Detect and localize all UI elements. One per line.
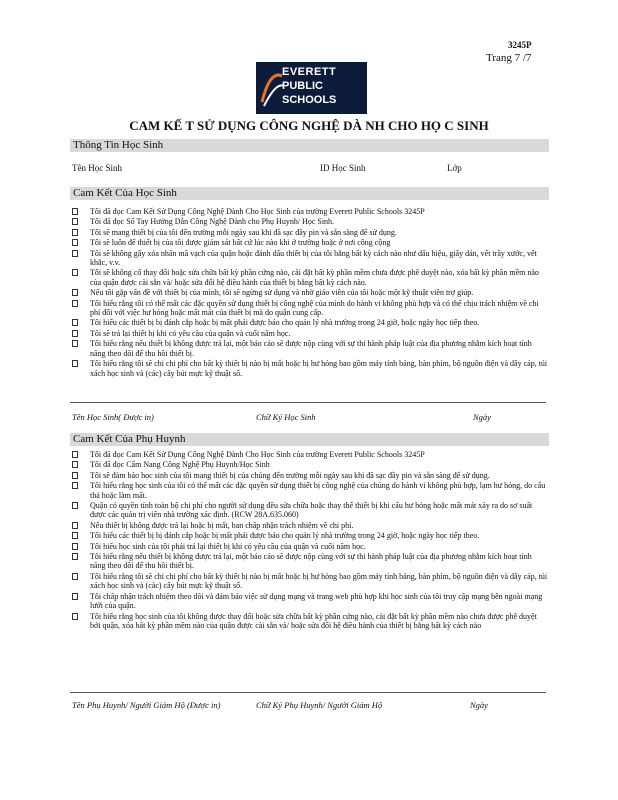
logo-line-2: PUBLIC	[282, 80, 323, 92]
commitment-text: Tôi sẽ đảm bảo học sinh của tôi mang thiết bị của chúng đến trường mỗi ngày sau khi đã sạc đầy pin và sẵn sàng để sử dụng.	[90, 470, 490, 480]
student-name-label: Tên Học Sinh	[72, 163, 122, 173]
commitment-item	[70, 228, 548, 237]
checkbox-square-icon	[72, 573, 78, 580]
commitment-item	[70, 450, 548, 459]
page-number: Trang 7 /7	[486, 52, 532, 64]
commitment-text: Nếu tôi gặp vấn đề với thiết bị của mình, tôi sẽ ngừng sử dụng và nhờ giáo viên của tôi hoặc một kỹ thuật viên trợ giúp.	[90, 288, 474, 298]
commitment-text: Tôi sẽ trả lại thiết bị khi có yêu cầu của quận và cuối năm học.	[90, 328, 291, 338]
checkbox-square-icon	[72, 300, 78, 307]
commitment-item	[70, 592, 548, 611]
commitment-text: Tôi hiểu các thiết bị bị đánh cắp hoặc bị mất phải được báo cho quản lý nhà trường trong 24 giờ, hoặc ngày học tiếp theo.	[90, 531, 480, 541]
commitment-item	[70, 521, 548, 530]
parent-name-sign-label: Tên Phụ Huynh/ Người Giám Hộ (Được in)	[72, 700, 221, 710]
student-commitment-list	[70, 207, 548, 379]
commitment-text: Tôi hiểu rằng nếu thiết bị không được trả lại, một báo cáo sẽ được nộp cùng với sự thi hành pháp luật của địa phương nhằm kích hoạt tính năng theo dõi để thu hồi thiết bị.	[90, 339, 532, 358]
commitment-item	[70, 612, 548, 631]
student-signature-line	[70, 402, 546, 403]
checkbox-square-icon	[72, 502, 78, 509]
commitment-text: Tôi hiểu rằng nếu thiết bị không được trả lại, một báo cáo sẽ được nộp cùng với sự thi hành pháp luật của địa phương nhằm kích hoạt tính năng theo dõi để thu hồi thiết bị.	[90, 552, 532, 571]
commitment-text: Tôi chấp nhận trách nhiệm theo dõi và đảm bảo việc sử dụng mạng và trang web phù hợp khi học sinh của tôi truy cập mạng bên ngoài mạng lưới của quận.	[90, 591, 543, 611]
parent-commitment-heading: Cam Kết Của Phụ Huynh	[70, 433, 549, 446]
commitment-item	[70, 339, 548, 358]
commitment-item	[70, 552, 548, 571]
checkbox-square-icon	[72, 340, 78, 347]
parent-signature-label: Chữ Ký Phụ Huynh/ Người Giám Hộ	[256, 700, 383, 710]
student-id-label: ID Học Sinh	[320, 163, 366, 173]
district-logo	[256, 62, 367, 114]
checkbox-square-icon	[72, 218, 78, 225]
student-signature-label: Chữ Ký Học Sinh	[256, 412, 316, 422]
checkbox-square-icon	[72, 330, 78, 337]
checkbox-square-icon	[72, 451, 78, 458]
commitment-text: Nếu thiết bị không được trả lại hoặc bị mất, ban chấp nhận trách nhiệm về chi phí.	[90, 520, 354, 530]
checkbox-square-icon	[72, 613, 78, 620]
commitment-text: Tôi sẽ luôn để thiết bị của tôi được giám sát bất cứ lúc nào khi ở trường hoặc ở nơi công cộng	[90, 238, 391, 248]
commitment-text: Tôi đã đọc Cẩm Nang Công Nghệ Phụ Huynh/Học Sinh	[90, 460, 270, 470]
commitment-item	[70, 359, 548, 378]
commitment-item	[70, 268, 548, 287]
commitment-item	[70, 572, 548, 591]
commitment-item	[70, 288, 548, 297]
parent-signature-line	[70, 692, 546, 693]
commitment-text: Tôi đã đọc Cam Kết Sử Dụng Công Nghệ Dành Cho Học Sinh của trường Everett Public Schools 3245P	[90, 450, 425, 459]
commitment-item	[70, 481, 548, 500]
checkbox-square-icon	[72, 289, 78, 296]
commitment-item	[70, 501, 548, 520]
commitment-text: Tôi sẽ không gây xóa nhãn mã vạch của quận hoặc đánh dấu thiết bị của tôi bằng bất kỳ cách nào như dấu hiệu, giấy dán, vết trầy xước, vết khắc, v.v.	[90, 248, 537, 268]
student-name-sign-label: Tên Học Sinh( Được in)	[72, 412, 154, 422]
checkbox-square-icon	[72, 250, 78, 257]
checkbox-square-icon	[72, 269, 78, 276]
commitment-item	[70, 531, 548, 540]
student-info-heading: Thông Tin Học Sinh	[70, 139, 549, 152]
commitment-item	[70, 542, 548, 551]
checkbox-square-icon	[72, 522, 78, 529]
commitment-item	[70, 207, 548, 216]
commitment-item	[70, 217, 548, 226]
checkbox-square-icon	[72, 482, 78, 489]
page-title: CAM KẾ T SỬ DỤNG CÔNG NGHỆ DÀ NH CHO HỌ C SINH	[129, 118, 489, 133]
commitment-text: Tôi hiểu rằng học sinh của tôi có thể mất các đặc quyền sử dụng thiết bị công nghệ của chúng do hành vi không phù hợp, lạm hư hỏng, do cẩu thả hoặc làm mất.	[90, 481, 546, 500]
commitment-text: Tôi hiểu học sinh của tôi phải trả lại thiết bị khi có yêu cầu của quận và cuối năm học.	[90, 541, 366, 551]
commitment-text: Tôi đã đọc Sổ Tay Hướng Dẫn Công Nghệ Dành cho Phụ Huynh/ Học Sinh.	[90, 217, 335, 227]
parent-commitment-list	[70, 450, 548, 631]
checkbox-square-icon	[72, 461, 78, 468]
commitment-text: Tôi hiểu các thiết bị bị đánh cắp hoặc bị mất phải được báo cho quản lý nhà trường trong 24 giờ, hoặc ngày học tiếp theo.	[90, 318, 480, 328]
checkbox-square-icon	[72, 472, 78, 479]
commitment-item	[70, 238, 548, 247]
student-commitment-heading: Cam Kết Của Học Sinh	[70, 187, 549, 200]
checkbox-square-icon	[72, 543, 78, 550]
commitment-item	[70, 299, 548, 318]
commitment-text: Tôi hiểu rằng tôi sẽ chi chi phí cho bất kỳ thiết bị nào bị mất hoặc bị hư hỏng bao gồm máy tính bảng, bàn phím, bộ nguồn điện và dây cáp, túi xách học sinh và (các) cây bút mực kỹ thuật số.	[90, 359, 548, 378]
parent-date-label: Ngày	[470, 700, 488, 710]
checkbox-square-icon	[72, 229, 78, 236]
commitment-text: Quận có quyền tính toàn bộ chi phí cho người sử dụng đều sửa chữa hoặc thay thế thiết bị khi cấu hư hỏng hoặc mất mát xảy ra do sơ suất được các quản trị viên nhà trường xác định. (RCW 28A.635.060)	[90, 501, 533, 520]
commitment-item	[70, 249, 548, 268]
student-date-label: Ngày	[473, 412, 491, 422]
logo-line-1: EVERETT	[282, 66, 337, 78]
commitment-text: Tôi sẽ không cố thay đổi hoặc sửa chữa bất kỳ phần cứng nào, cài đặt bất kỳ phần mềm chưa được phê duyệt nào, xóa bất kỳ phần mềm nào của quận được cài sẵn và/ hoặc sửa đổi hệ điều hành của thiết bị bằng bất kỳ cách nào.	[90, 268, 539, 287]
commitment-item	[70, 460, 548, 469]
commitment-item	[70, 329, 548, 338]
commitment-text: Tôi hiểu rằng học sinh của tôi không được thay đổi hoặc sửa chữa bất kỳ phần cứng nào, cài đặt bất kỳ phần mềm nào chưa được phê duyệt bởi quận, xóa bất kỳ phần mềm nào của quận được cài sẵn và/ hoặc sửa đổi hệ điều hành của thiết bị bằng bất kỳ cách nào	[90, 611, 537, 630]
class-label: Lớp	[447, 163, 462, 173]
commitment-text: Tôi sẽ mang thiết bị của tôi đến trường mỗi ngày sau khi đã sạc đầy pin và sẵn sàng để sử dụng.	[90, 227, 397, 237]
commitment-text: Tôi hiểu rằng tôi sẽ chi chi phí cho bất kỳ thiết bị nào bị mất hoặc bị hư hỏng bao gồm máy tính bảng, bàn phím, bộ nguồn điện và dây cáp, túi xách học sinh và (các) cây bút mực kỹ thuật số.	[90, 571, 548, 591]
checkbox-square-icon	[72, 239, 78, 246]
logo-line-3: SCHOOLS	[282, 94, 337, 106]
checkbox-square-icon	[72, 319, 78, 326]
checkbox-square-icon	[72, 553, 78, 560]
checkbox-square-icon	[72, 593, 78, 600]
commitment-text: Tôi hiểu rằng tôi có thể mất các đặc quyền sử dụng thiết bị công nghệ của mình do hành vi không phù hợp và có thể chịu trách nhiệm về chi phí đối với việc hư hỏng hoặc mất mát của thiết bị mà do quận cung cấp.	[90, 298, 539, 318]
form-code: 3245P	[508, 40, 532, 50]
checkbox-square-icon	[72, 208, 78, 215]
checkbox-square-icon	[72, 360, 78, 367]
commitment-item	[70, 471, 548, 480]
commitment-text: Tôi đã đọc Cam Kết Sử Dụng Công Nghệ Dành Cho Học Sinh của trường Everett Public Schools 3245P	[90, 207, 425, 216]
checkbox-square-icon	[72, 532, 78, 539]
commitment-item	[70, 318, 548, 327]
